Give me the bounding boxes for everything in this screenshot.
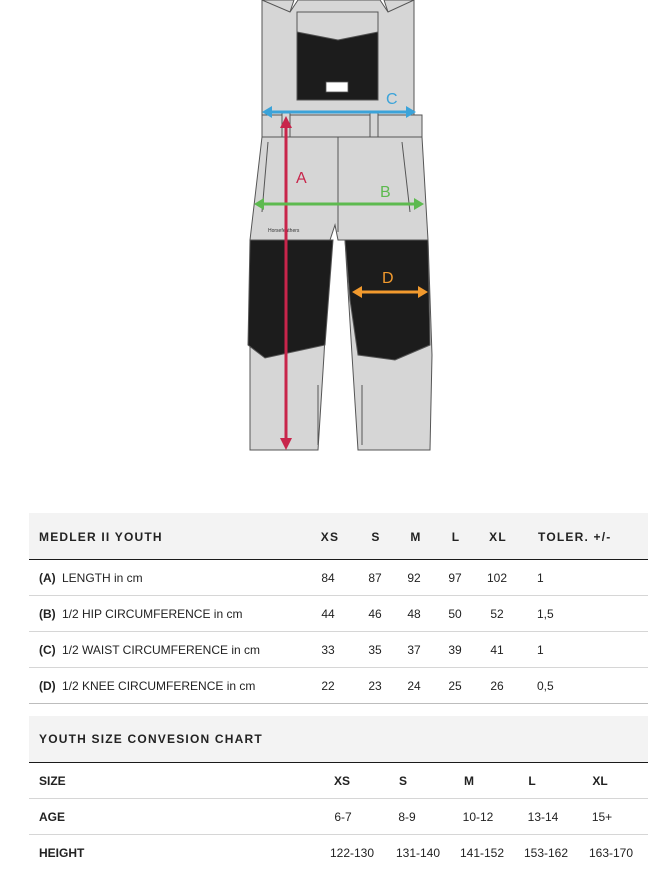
row-label: 1/2 WAIST CIRCUMFERENCE in cm — [62, 643, 261, 657]
conversion-table-title: YOUTH SIZE CONVESION CHART — [39, 732, 263, 746]
cell-value: 48 — [407, 607, 421, 621]
right-knee-panel — [345, 240, 430, 360]
cell-value: 13-14 — [527, 810, 559, 824]
pants-upper — [250, 137, 428, 240]
cell-value: 24 — [407, 679, 421, 693]
cell-value: 26 — [490, 679, 504, 693]
cell-value: 102 — [486, 571, 508, 585]
table-row — [29, 799, 648, 835]
size-header: L — [451, 530, 461, 544]
conversion-table-title-bar — [29, 716, 648, 763]
cell-value: 46 — [368, 607, 382, 621]
measure-d-label: D — [382, 270, 394, 287]
cell-value: 15+ — [591, 810, 613, 824]
row-label: HEIGHT — [39, 846, 85, 860]
row-label: 1/2 HIP CIRCUMFERENCE in cm — [62, 607, 243, 621]
size-header: M — [464, 774, 474, 788]
cell-value: 141-152 — [459, 846, 505, 860]
cell-value: 153-162 — [523, 846, 569, 860]
cell-tolerance: 1 — [537, 571, 544, 585]
cell-value: 87 — [368, 571, 382, 585]
row-code: (B) — [39, 607, 56, 621]
cell-value: 25 — [448, 679, 462, 693]
measurement-table-title: MEDLER II YOUTH — [39, 530, 163, 544]
cell-value: 6-7 — [334, 810, 352, 824]
size-header: S — [398, 774, 408, 788]
size-header: XS — [320, 530, 340, 544]
left-knee-panel — [248, 240, 333, 358]
brand-logo: Horsefeathers — [268, 228, 300, 234]
measurement-table-header — [29, 513, 648, 560]
cell-value: 23 — [368, 679, 382, 693]
size-header: L — [528, 774, 536, 788]
measure-b-label: B — [380, 184, 391, 201]
cell-value: 84 — [321, 571, 335, 585]
cell-tolerance: 1 — [537, 643, 544, 657]
row-code: (D) — [39, 679, 56, 693]
measurement-table — [29, 513, 648, 704]
tolerance-header: TOLER. +/- — [538, 530, 612, 544]
conversion-table — [29, 716, 648, 870]
cell-value: 37 — [407, 643, 421, 657]
cell-tolerance: 1,5 — [537, 607, 554, 621]
row-label: LENGTH in cm — [62, 571, 143, 585]
cell-value: 52 — [490, 607, 504, 621]
cell-value: 131-140 — [395, 846, 441, 860]
cell-value: 41 — [490, 643, 504, 657]
table-row — [29, 560, 648, 596]
cell-value: 44 — [321, 607, 335, 621]
size-header: S — [371, 530, 381, 544]
measure-a-label: A — [296, 170, 307, 187]
row-label: SIZE — [39, 774, 66, 788]
size-header: XL — [489, 530, 507, 544]
cell-tolerance: 0,5 — [537, 679, 554, 693]
cell-value: 122-130 — [329, 846, 375, 860]
cell-value: 10-12 — [462, 810, 494, 824]
measure-c-label: C — [386, 91, 398, 108]
table-row — [29, 596, 648, 632]
row-code: (A) — [39, 571, 56, 585]
cell-value: 97 — [448, 571, 462, 585]
cell-value: 8-9 — [398, 810, 416, 824]
belt-loop-right — [370, 113, 378, 139]
cell-value: 92 — [407, 571, 421, 585]
size-header: XS — [333, 774, 351, 788]
table-row — [29, 668, 648, 704]
cell-value: 22 — [321, 679, 335, 693]
table-row — [29, 763, 648, 799]
row-label: 1/2 KNEE CIRCUMFERENCE in cm — [62, 679, 256, 693]
pocket-label — [326, 82, 348, 92]
size-header: M — [410, 530, 422, 544]
cell-value: 35 — [368, 643, 382, 657]
cell-value: 163-170 — [588, 846, 634, 860]
row-code: (C) — [39, 643, 56, 657]
cell-value: 50 — [448, 607, 462, 621]
cell-value: 39 — [448, 643, 462, 657]
table-row — [29, 835, 648, 870]
table-row — [29, 632, 648, 668]
row-label: AGE — [39, 810, 66, 824]
cell-value: 33 — [321, 643, 335, 657]
size-header: XL — [592, 774, 608, 788]
